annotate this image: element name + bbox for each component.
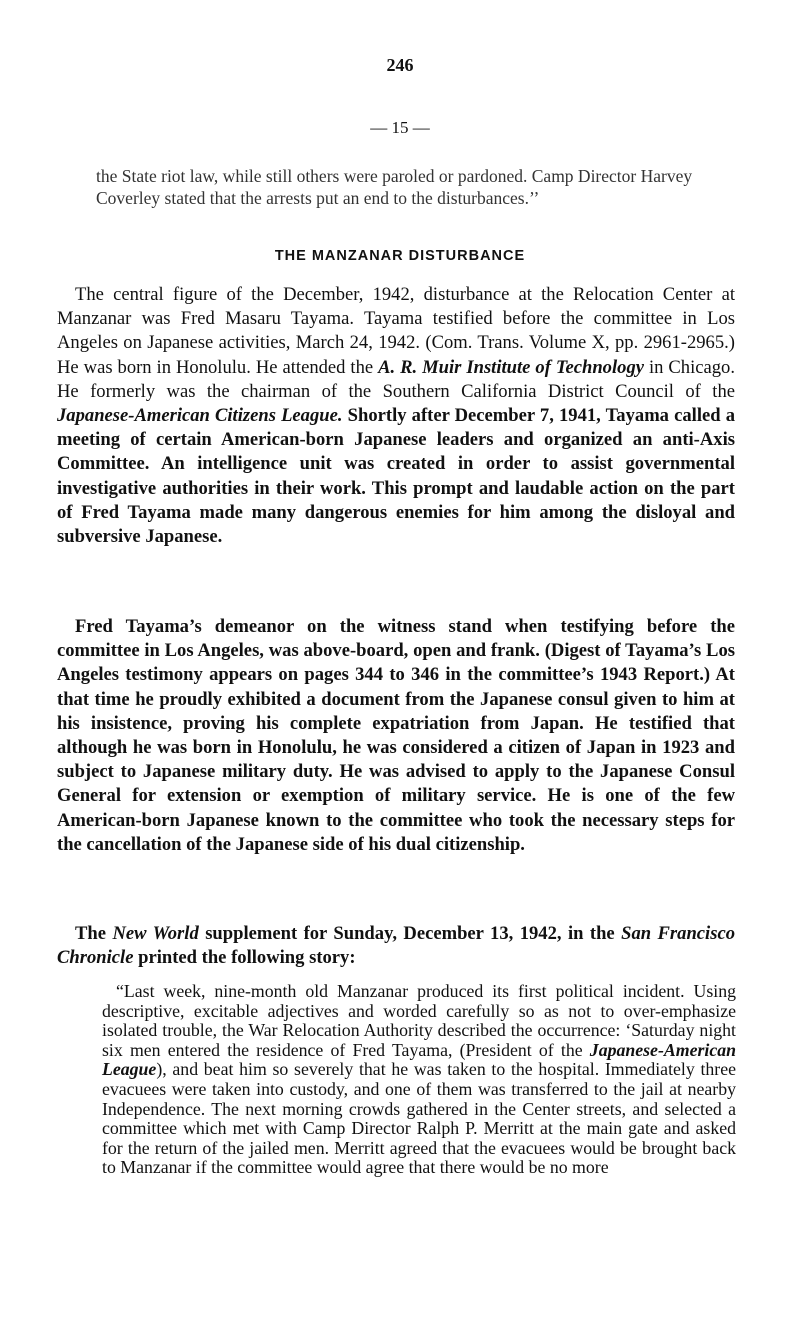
block-quote bbox=[102, 982, 736, 1178]
p1-text-mid: in Chicago. He formerly was the chairman of the Southern California District Council of the bbox=[57, 356, 735, 402]
quote-league-name: Japanese-American League bbox=[102, 1039, 736, 1080]
p1-text-start: The central figure of the December, 1942, disturbance at the Relocation Center at Manzanar was Fred Masaru Tayama. Tayama testified before the committee in Los Angeles on Japanese activities, March 24, 1942. (Com. Trans. Volume X, pp. 2961-2965.) He was born in Honolulu. He attended the bbox=[57, 284, 735, 378]
body-paragraph-2 bbox=[57, 615, 735, 857]
p3-text-mid: supplement for Sunday, December 13, 1942, in the bbox=[198, 923, 622, 944]
p3-text-start: The bbox=[75, 923, 113, 944]
league-name: Japanese-American Citizens League. bbox=[57, 405, 343, 427]
quote-text-start: “Last week, nine-month old Manzanar produced its first political incident. Using descriptive, excitable adjectives and worded carefully so as not to over-emphasize isolated trouble, the War Relocation Authority described the occurrence: ‘Saturday night six men entered the residence of Fred Tayama, (President of the bbox=[102, 981, 736, 1060]
p2-text: Fred Tayama’s demeanor on the witness stand when testifying before the committee in Los Angeles, was above-board, open and frank. (Digest of Tayama’s Los Angeles testimony appears on pages 344 to 346 in the committee’s 1943 Report.) At that time he proudly exhibited a document from the Japanese consul given to him at his insistence, proving his complete expatriation from Japan. He testified that although he was born in Honolulu, he was considered a citizen of Japan in 1923 and subject to Japanese military duty. He was advised to apply to the Japanese Consul General for extension or exemption of military service. He is one of the few American-born Japanese known to the committee who took the necessary steps for the cancellation of the Japanese side of his dual citizenship. bbox=[57, 616, 735, 855]
school-name: A. R. Muir Institute of Technology bbox=[378, 356, 644, 378]
sub-page-number: — 15 — bbox=[370, 118, 430, 137]
newspaper-name: San Francisco Chronicle bbox=[57, 923, 735, 969]
body-paragraph-1 bbox=[57, 283, 735, 549]
section-heading: THE MANZANAR DISTURBANCE bbox=[274, 248, 526, 264]
newspaper-supplement-name: New World bbox=[112, 923, 199, 944]
p3-text-end: printed the following story: bbox=[133, 947, 356, 969]
page-number: 246 bbox=[386, 55, 414, 75]
quote-text-end: ), and beat him so severely that he was taken to the hospital. Immediately three evacuees were taken into custody, and one of them was transferred to the jail at nearby Independence. The next morning crowds gathered in the Center streets, and selected a committee which met with Camp Director Ralph P. Merritt at the main gate and asked for the return of the jailed men. Merritt agreed that the evacuees would be brought back to Manzanar if the committee would agree that there would be no more bbox=[102, 1059, 736, 1178]
body-paragraph-3 bbox=[57, 922, 735, 970]
continuation-paragraph: the State riot law, while still others were paroled or pardoned. Camp Director Harvey Coverley stated that the arrests put an end to the disturbances.’’ bbox=[96, 166, 693, 208]
p1-text-end: Shortly after December 7, 1941, Tayama called a meeting of certain American-born Japanese leaders and organized an anti-Axis Committee. An intelligence unit was created in order to assist governmental investigative authorities in their work. This prompt and laudable action on the part of Fred Tayama made many dangerous enemies for him among the disloyal and subversive Japanese. bbox=[57, 405, 735, 548]
